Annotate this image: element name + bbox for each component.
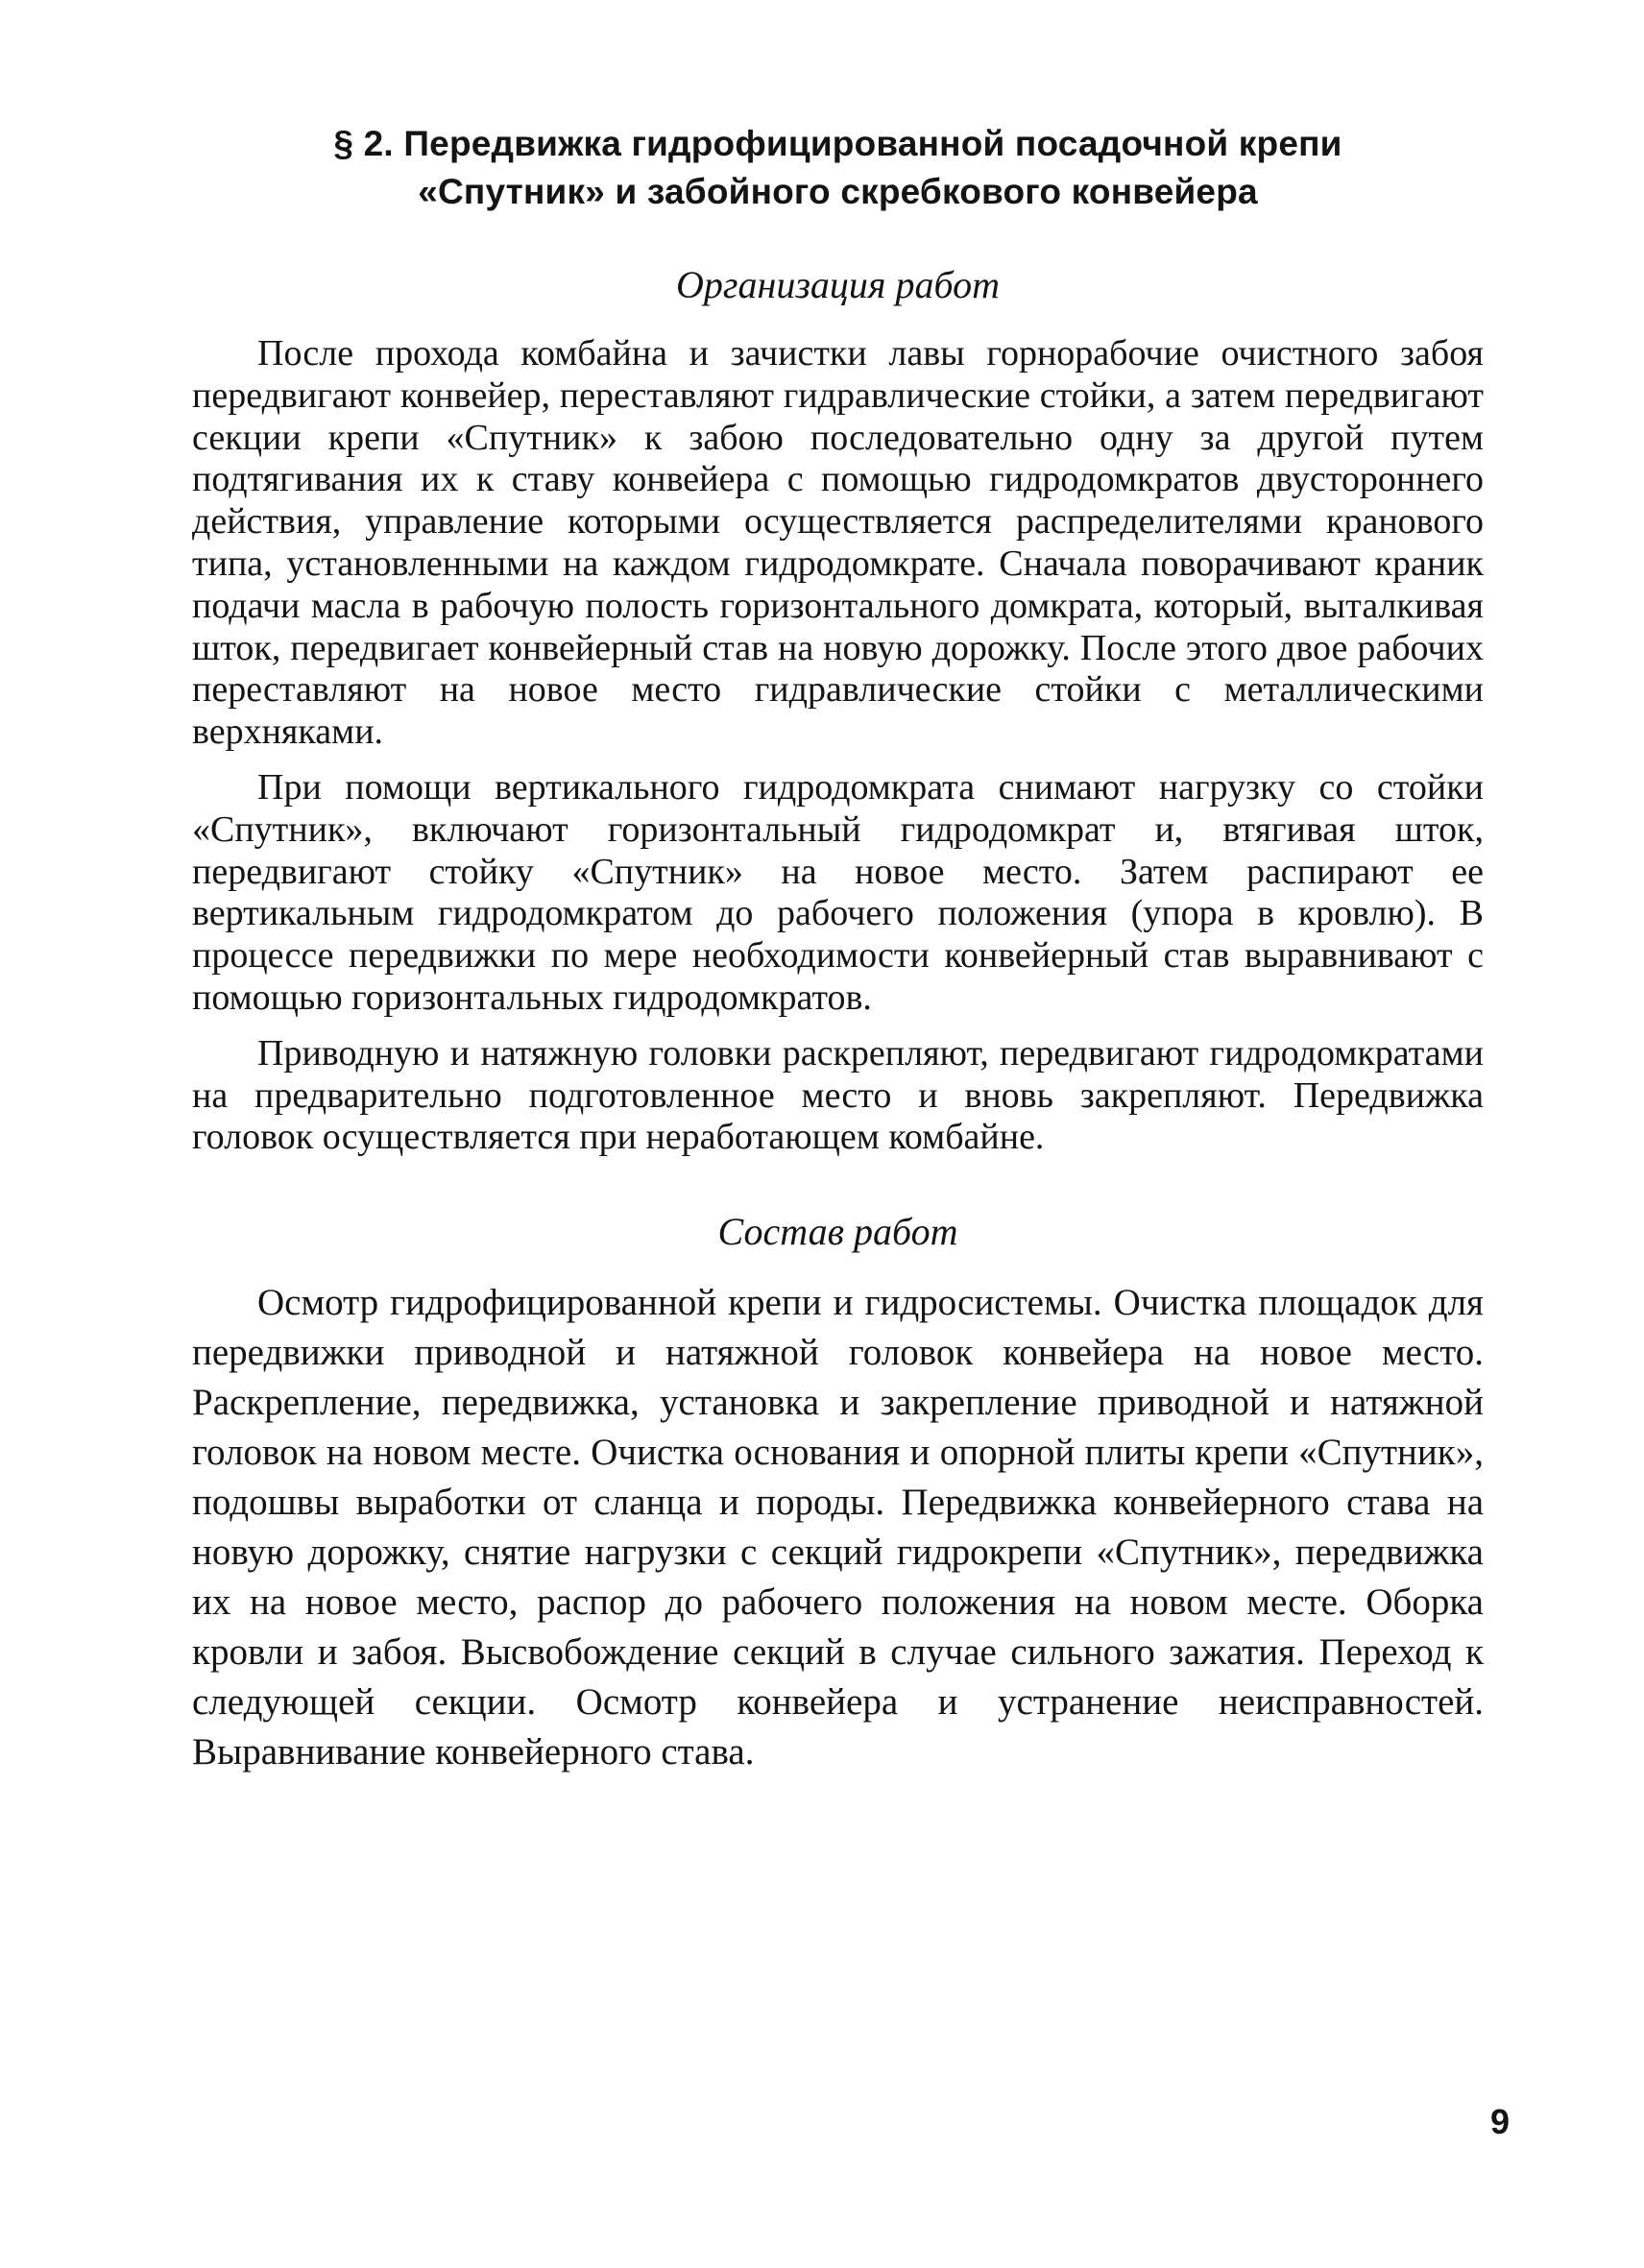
organization-title: Организация работ: [675, 263, 1000, 306]
section-heading-line-1: § 2. Передвижка гидрофицированной посадочной крепи: [333, 124, 1342, 163]
section-heading-line-2: «Спутник» и забойного скребкового конвейера: [418, 172, 1258, 211]
section-heading: [192, 120, 1484, 216]
organization-paragraph-3: Приводную и натяжную головки раскрепляют, передвигают гидродомкратами на предварительно подготовленное место и вновь закрепляют. Передвижка головок осуществляется при неработающем комбайне.: [192, 1032, 1484, 1158]
organization-paragraph-2: При помощи вертикального гидродомкрата снимают нагрузку со стойки «Спутник», включают горизонтальный гидродомкрат и, втягивая шток, передвигают стойку «Спутник» на новое место. Затем распирают ее вертикальным гидродомкратом до рабочего положения (упора в кровлю). В процессе передвижки по мере необходимости конвейерный став выравнивают с помощью горизонтальных гидродомкратов.: [192, 766, 1484, 1018]
organization-paragraph-1: После прохода комбайна и зачистки лавы горнорабочие очистного забоя передвигают конвейер, переставляют гидравлические стойки, а затем передвигают секции крепи «Спутник» к забою последовательно одну за другой путем подтягивания их к ставу конвейера с помощью гидродомкратов двустороннего действия, управление которыми осуществляется распределителями кранового типа, установленными на каждом гидродомкрате. Сначала поворачивают краник подачи масла в рабочую полость горизонтального домкрата, который, выталкивая шток, передвигает конвейерный став на новую дорожку. После этого двое рабочих переставляют на новое место гидравлические стойки с металлическими верхняками.: [192, 333, 1484, 753]
document-page: [192, 120, 1484, 1777]
page-number: 9: [1489, 2102, 1510, 2141]
work-scope-title: Состав работ: [717, 1210, 958, 1254]
work-scope-paragraph: Осмотр гидрофицированной крепи и гидросистемы. Очистка площадок для передвижки приводной и натяжной головок конвейера на новое место. Раскрепление, передвижка, установка и закрепление приводной и натяжной головок на новом месте. Очистка основания и опорной плиты крепи «Спутник», подошвы выработки от сланца и породы. Передвижка конвейерного става на новую дорожку, снятие нагрузки с секций гидрокрепи «Спутник», передвижка их на новое место, распор до рабочего положения на новом месте. Оборка кровли и забоя. Высвобождение секций в случае сильного зажатия. Переход к следующей секции. Осмотр конвейера и устранение неисправностей. Выравнивание конвейерного става.: [192, 1282, 1484, 1773]
